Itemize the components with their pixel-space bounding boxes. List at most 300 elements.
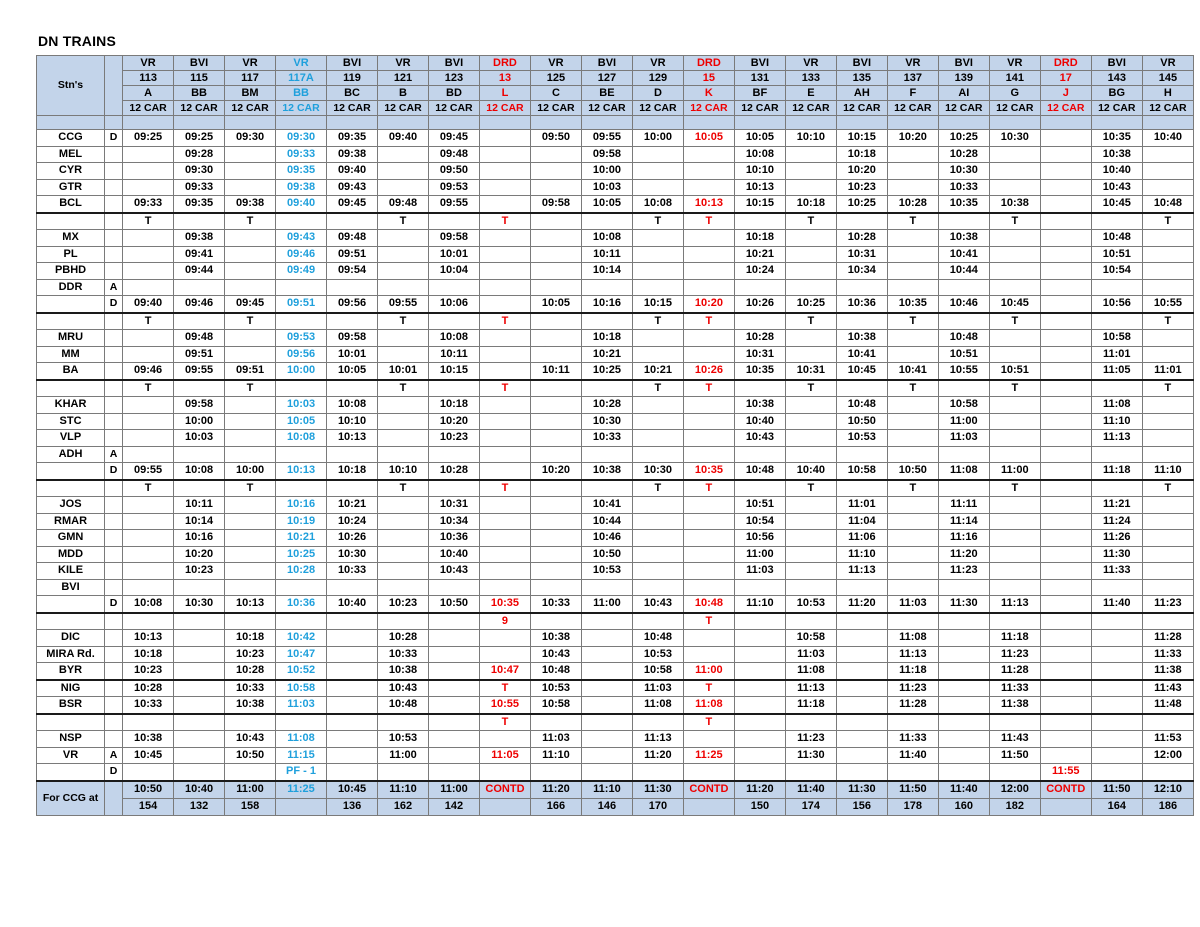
station-name-blank [37, 714, 105, 731]
footer-arrival-time: 11:30 [632, 781, 683, 799]
table-row [37, 246, 1194, 263]
arr-dep-marker [105, 363, 123, 380]
time-cell [123, 613, 174, 630]
time-cell: 10:38 [530, 630, 581, 647]
time-cell: 10:13 [683, 196, 734, 213]
time-cell: 10:23 [225, 646, 276, 663]
time-cell: T [1142, 380, 1193, 397]
time-cell: 10:26 [683, 363, 734, 380]
header-row-no [37, 71, 1194, 86]
time-cell: T [1142, 213, 1193, 230]
time-cell [989, 413, 1040, 430]
train-header-car-139: 12 CAR [938, 101, 989, 116]
time-cell: 11:40 [1091, 596, 1142, 613]
time-cell: 09:58 [327, 330, 378, 347]
time-cell [225, 146, 276, 163]
time-cell [378, 497, 429, 514]
arr-dep-marker [105, 663, 123, 680]
time-cell: 11:20 [938, 546, 989, 563]
time-cell [887, 714, 938, 731]
time-cell [174, 630, 225, 647]
time-cell: 11:10 [1142, 463, 1193, 480]
time-cell: 11:23 [887, 680, 938, 697]
time-cell [530, 163, 581, 180]
time-cell [785, 497, 836, 514]
train-header-no-137: 137 [887, 71, 938, 86]
time-cell [123, 579, 174, 596]
time-cell [530, 613, 581, 630]
footer-arrival-time: 11:30 [836, 781, 887, 799]
time-cell: 10:03 [581, 179, 632, 196]
time-cell [174, 579, 225, 596]
time-cell [1040, 630, 1091, 647]
footer-arrival-time: 11:20 [530, 781, 581, 799]
time-cell: 10:40 [734, 413, 785, 430]
time-cell [174, 313, 225, 330]
train-header-code-17: J [1040, 86, 1091, 101]
time-cell: 10:56 [1091, 296, 1142, 313]
time-cell: 10:20 [174, 546, 225, 563]
time-cell: 09:25 [174, 130, 225, 147]
train-header-car-135: 12 CAR [836, 101, 887, 116]
time-cell [479, 263, 530, 280]
arr-dep-marker [105, 179, 123, 196]
time-cell: T [225, 380, 276, 397]
time-cell: T [632, 480, 683, 497]
time-cell: 09:50 [428, 163, 479, 180]
station-name-blank [37, 213, 105, 230]
time-cell: 10:11 [530, 363, 581, 380]
time-cell: 10:35 [887, 296, 938, 313]
time-cell: 10:16 [581, 296, 632, 313]
time-cell [1091, 646, 1142, 663]
time-cell [479, 579, 530, 596]
time-cell: 09:33 [174, 179, 225, 196]
time-cell: T [479, 680, 530, 697]
train-header-car-117A: 12 CAR [276, 101, 327, 116]
time-cell: 10:50 [887, 463, 938, 480]
time-cell: 10:58 [276, 680, 327, 697]
table-row [37, 513, 1194, 530]
time-cell [887, 497, 938, 514]
time-cell [428, 630, 479, 647]
time-cell [1091, 579, 1142, 596]
time-cell [581, 613, 632, 630]
time-cell: 09:51 [327, 246, 378, 263]
time-cell: 10:24 [734, 263, 785, 280]
time-cell: 11:30 [938, 596, 989, 613]
train-header-dest-117A: VR [276, 56, 327, 71]
time-cell [327, 747, 378, 764]
time-cell: 10:20 [530, 463, 581, 480]
time-cell [785, 263, 836, 280]
train-header-car-113: 12 CAR [123, 101, 174, 116]
arr-dep-marker: A [105, 446, 123, 463]
time-cell [327, 680, 378, 697]
footer-train-number: 156 [836, 798, 887, 815]
time-cell [276, 380, 327, 397]
time-cell [785, 530, 836, 547]
time-cell: 10:55 [938, 363, 989, 380]
time-cell: 10:23 [378, 596, 429, 613]
time-cell: 10:35 [683, 463, 734, 480]
arr-dep-marker [105, 731, 123, 748]
time-cell: 11:03 [887, 596, 938, 613]
time-cell: 10:00 [174, 413, 225, 430]
time-cell [530, 380, 581, 397]
time-cell [1142, 279, 1193, 296]
time-cell [581, 579, 632, 596]
time-cell: 11:10 [1091, 413, 1142, 430]
table-row [37, 179, 1194, 196]
time-cell [479, 130, 530, 147]
footer-train-number: 142 [428, 798, 479, 815]
train-header-no-121: 121 [378, 71, 429, 86]
time-cell [581, 731, 632, 748]
time-cell [989, 163, 1040, 180]
time-cell: 10:16 [174, 530, 225, 547]
time-cell: 11:11 [938, 497, 989, 514]
time-cell [327, 630, 378, 647]
time-cell [378, 513, 429, 530]
time-cell [836, 579, 887, 596]
header-spacer-cell [1142, 116, 1193, 130]
time-cell [1040, 363, 1091, 380]
arr-dep-marker [105, 613, 123, 630]
time-cell [938, 663, 989, 680]
time-cell: 10:11 [428, 346, 479, 363]
table-row [37, 530, 1194, 547]
time-cell [785, 714, 836, 731]
time-cell: 10:04 [428, 263, 479, 280]
time-cell [378, 279, 429, 296]
time-cell [989, 430, 1040, 447]
arr-dep-marker [105, 579, 123, 596]
time-cell [1040, 330, 1091, 347]
time-cell: 10:48 [530, 663, 581, 680]
time-cell: 11:28 [887, 697, 938, 714]
station-name-ddr: DDR [37, 279, 105, 296]
time-cell [1142, 179, 1193, 196]
time-cell [1091, 697, 1142, 714]
time-cell [174, 480, 225, 497]
time-cell [734, 747, 785, 764]
time-cell [887, 579, 938, 596]
time-cell: T [479, 213, 530, 230]
arrdep-header-cell [105, 56, 123, 116]
time-cell: 10:33 [123, 697, 174, 714]
time-cell: 09:38 [174, 230, 225, 247]
time-cell: T [785, 480, 836, 497]
arr-dep-marker: D [105, 296, 123, 313]
train-header-code-15: K [683, 86, 734, 101]
train-header-dest-127: BVI [581, 56, 632, 71]
time-cell [683, 530, 734, 547]
time-cell [1091, 446, 1142, 463]
time-cell [378, 579, 429, 596]
train-header-code-115: BB [174, 86, 225, 101]
time-cell: T [479, 480, 530, 497]
station-name-mx: MX [37, 230, 105, 247]
time-cell [530, 513, 581, 530]
header-row-dest [37, 56, 1194, 71]
time-cell [734, 213, 785, 230]
time-cell: 10:33 [530, 596, 581, 613]
time-cell: 10:45 [123, 747, 174, 764]
time-cell: 10:28 [887, 196, 938, 213]
table-row [37, 579, 1194, 596]
train-header-car-13: 12 CAR [479, 101, 530, 116]
time-cell: 10:05 [530, 296, 581, 313]
time-cell: 10:58 [530, 697, 581, 714]
time-cell [530, 480, 581, 497]
time-cell [836, 680, 887, 697]
time-cell: 10:53 [581, 563, 632, 580]
time-cell [1040, 480, 1091, 497]
time-cell: 10:16 [276, 497, 327, 514]
time-cell [785, 413, 836, 430]
time-cell [887, 263, 938, 280]
train-header-dest-113: VR [123, 56, 174, 71]
time-cell [683, 330, 734, 347]
time-cell: 10:25 [276, 546, 327, 563]
time-cell: 10:58 [1091, 330, 1142, 347]
time-cell: 10:15 [632, 296, 683, 313]
time-cell [938, 613, 989, 630]
time-cell: 12:00 [1142, 747, 1193, 764]
time-cell [683, 146, 734, 163]
arr-dep-marker [105, 630, 123, 647]
time-cell [276, 480, 327, 497]
time-cell: 10:13 [734, 179, 785, 196]
time-cell [225, 563, 276, 580]
time-cell [1142, 530, 1193, 547]
time-cell [327, 213, 378, 230]
time-cell [174, 279, 225, 296]
time-cell [428, 446, 479, 463]
time-cell: T [225, 313, 276, 330]
time-cell: 10:43 [428, 563, 479, 580]
header-spacer-ad [105, 116, 123, 130]
time-cell: 10:48 [683, 596, 734, 613]
time-cell: 09:45 [428, 130, 479, 147]
time-cell: 10:08 [174, 463, 225, 480]
arr-dep-marker: A [105, 747, 123, 764]
time-cell: 10:30 [938, 163, 989, 180]
time-cell: 11:23 [785, 731, 836, 748]
time-cell [632, 430, 683, 447]
time-cell: 10:23 [174, 563, 225, 580]
station-name-blank [37, 764, 105, 781]
time-cell [632, 530, 683, 547]
train-header-dest-133: VR [785, 56, 836, 71]
train-header-no-143: 143 [1091, 71, 1142, 86]
time-cell [174, 663, 225, 680]
arr-dep-marker [105, 480, 123, 497]
train-header-no-131: 131 [734, 71, 785, 86]
time-cell [1040, 413, 1091, 430]
footer-arrival-time: 10:40 [174, 781, 225, 799]
arr-dep-marker [105, 230, 123, 247]
time-cell: 10:36 [428, 530, 479, 547]
time-cell [632, 346, 683, 363]
timetable-footer [37, 781, 1194, 816]
time-cell: 09:30 [174, 163, 225, 180]
time-cell [1040, 380, 1091, 397]
time-cell: 10:45 [989, 296, 1040, 313]
time-cell: 11:08 [887, 630, 938, 647]
train-header-dest-139: BVI [938, 56, 989, 71]
time-cell: 11:00 [378, 747, 429, 764]
time-cell: 10:38 [938, 230, 989, 247]
time-cell: 11:04 [836, 513, 887, 530]
arr-dep-marker [105, 513, 123, 530]
time-cell: 10:11 [174, 497, 225, 514]
time-cell: 10:50 [428, 596, 479, 613]
time-cell: 11:03 [734, 563, 785, 580]
train-header-code-133: E [785, 86, 836, 101]
time-cell: 09:46 [123, 363, 174, 380]
time-cell [123, 279, 174, 296]
time-cell: 11:13 [989, 596, 1040, 613]
time-cell [428, 279, 479, 296]
footer-arrival-time: CONTD [683, 781, 734, 799]
time-cell: 09:50 [530, 130, 581, 147]
arr-dep-marker [105, 246, 123, 263]
train-header-car-125: 12 CAR [530, 101, 581, 116]
footer-train-number: 146 [581, 798, 632, 815]
time-cell [479, 413, 530, 430]
time-cell [734, 697, 785, 714]
train-header-no-127: 127 [581, 71, 632, 86]
table-row [37, 497, 1194, 514]
time-cell: 10:10 [734, 163, 785, 180]
time-cell [1040, 163, 1091, 180]
time-cell [632, 246, 683, 263]
time-cell [1040, 179, 1091, 196]
time-cell [683, 546, 734, 563]
time-cell [938, 279, 989, 296]
time-cell [479, 513, 530, 530]
time-cell [378, 246, 429, 263]
time-cell: 10:55 [1142, 296, 1193, 313]
time-cell: 10:48 [1091, 230, 1142, 247]
time-cell [785, 446, 836, 463]
footer-arrival-time: CONTD [479, 781, 530, 799]
time-cell [683, 230, 734, 247]
time-cell: 11:10 [836, 546, 887, 563]
train-header-car-15: 12 CAR [683, 101, 734, 116]
time-cell: 10:48 [632, 630, 683, 647]
time-cell [683, 579, 734, 596]
footer-arrival-time: 10:45 [327, 781, 378, 799]
time-cell: T [632, 380, 683, 397]
header-spacer-cell [378, 116, 429, 130]
time-cell [683, 764, 734, 781]
time-cell: T [479, 380, 530, 397]
time-cell: T [632, 213, 683, 230]
time-cell: 10:28 [734, 330, 785, 347]
time-cell: 11:00 [683, 663, 734, 680]
time-cell [1091, 380, 1142, 397]
time-cell: T [683, 213, 734, 230]
time-cell [378, 397, 429, 414]
time-cell: 10:25 [938, 130, 989, 147]
time-cell [989, 446, 1040, 463]
footer-arrival-time: 11:00 [428, 781, 479, 799]
time-cell: 09:55 [174, 363, 225, 380]
time-cell: 09:40 [327, 163, 378, 180]
arr-dep-marker: D [105, 764, 123, 781]
time-cell [378, 613, 429, 630]
time-cell [123, 430, 174, 447]
train-header-car-127: 12 CAR [581, 101, 632, 116]
time-cell [1040, 563, 1091, 580]
time-cell [785, 563, 836, 580]
time-cell: 10:21 [581, 346, 632, 363]
time-cell [632, 764, 683, 781]
time-cell: 09:40 [123, 296, 174, 313]
time-cell: 11:15 [276, 747, 327, 764]
time-cell [938, 480, 989, 497]
time-cell [428, 697, 479, 714]
time-cell [123, 513, 174, 530]
time-cell: 10:48 [938, 330, 989, 347]
time-cell [174, 747, 225, 764]
time-cell [530, 279, 581, 296]
time-cell [174, 731, 225, 748]
time-cell: 10:30 [989, 130, 1040, 147]
time-cell: 09:51 [174, 346, 225, 363]
time-cell: 11:08 [785, 663, 836, 680]
time-cell [1040, 596, 1091, 613]
header-spacer-cell [530, 116, 581, 130]
time-cell [225, 246, 276, 263]
time-cell [225, 430, 276, 447]
time-cell: 09:38 [276, 179, 327, 196]
time-cell: 10:03 [174, 430, 225, 447]
train-header-car-133: 12 CAR [785, 101, 836, 116]
time-cell: 10:38 [225, 697, 276, 714]
header-spacer-cell [887, 116, 938, 130]
train-header-car-145: 12 CAR [1142, 101, 1193, 116]
arr-dep-marker [105, 563, 123, 580]
time-cell [1142, 764, 1193, 781]
time-cell [1142, 263, 1193, 280]
table-row [37, 279, 1194, 296]
time-cell [225, 230, 276, 247]
time-cell [530, 346, 581, 363]
time-cell: 10:43 [225, 731, 276, 748]
time-cell: 10:38 [378, 663, 429, 680]
time-cell: 10:08 [428, 330, 479, 347]
train-header-code-137: F [887, 86, 938, 101]
time-cell: 11:50 [989, 747, 1040, 764]
time-cell: 10:13 [225, 596, 276, 613]
time-cell [632, 230, 683, 247]
time-cell [836, 731, 887, 748]
time-cell: 10:48 [1142, 196, 1193, 213]
time-cell [683, 497, 734, 514]
train-header-dest-125: VR [530, 56, 581, 71]
time-cell: 11:01 [1142, 363, 1193, 380]
time-cell [479, 146, 530, 163]
footer-train-number: 160 [938, 798, 989, 815]
train-header-dest-17: DRD [1040, 56, 1091, 71]
time-cell: 09:45 [225, 296, 276, 313]
time-cell [225, 413, 276, 430]
time-cell: 11:13 [836, 563, 887, 580]
